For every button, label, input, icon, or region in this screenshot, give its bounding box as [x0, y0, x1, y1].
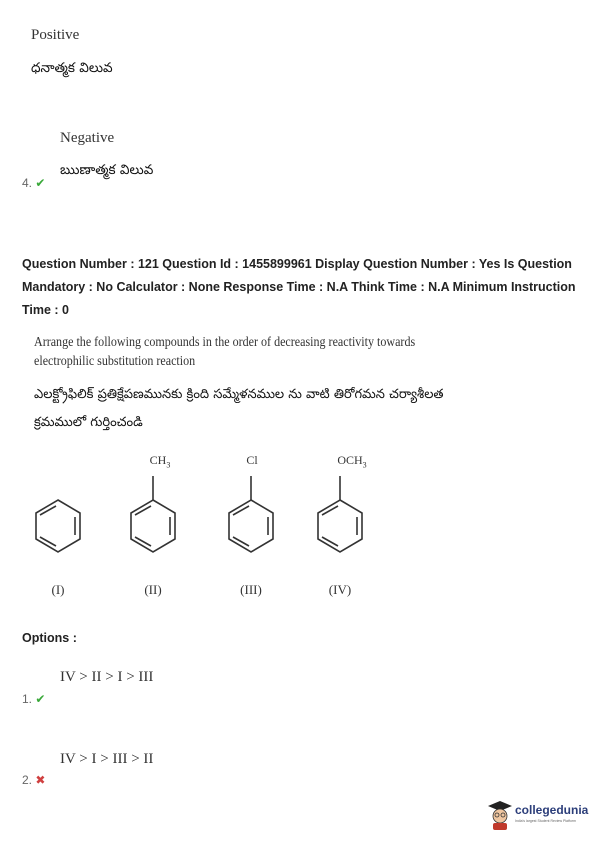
- benzene-ring-1: [36, 500, 80, 552]
- option-3-text-en: Positive: [31, 27, 80, 43]
- brand-name: collegedunia: [515, 803, 589, 817]
- compound-label-1: (I): [51, 582, 65, 597]
- question-text-en: [34, 333, 415, 371]
- check-icon: ✔: [35, 176, 46, 190]
- option-2-text: IV > I > III > II: [60, 751, 154, 767]
- question-text-te: [34, 381, 444, 437]
- question-text-en-line-1: Arrange the following compounds in the order of decreasing reactivity towards: [34, 335, 416, 350]
- option-4-text-te: ఋణాత్మక విలువ: [60, 162, 154, 178]
- compound-label-3: (III): [240, 582, 262, 597]
- question-text-te-line-2: క్రమములో గుర్తించండి: [34, 415, 143, 430]
- compound-structures: [0, 440, 595, 610]
- question-text-te-line-1: ఎలక్ట్రోఫిలిక్ ప్రతిక్షేపణమునకు క్రింది సమ్మేళనముల ను వాటి తిరోగమన చర్యాశీలత: [34, 387, 444, 402]
- option-1-text: IV > II > I > III: [60, 669, 154, 685]
- benzene-ring-2: [131, 476, 175, 552]
- option-3-text-te: ధనాత్మక విలువ: [31, 60, 113, 76]
- question-meta-line-3: Time : 0: [22, 303, 70, 317]
- compound-label-4: (IV): [328, 582, 352, 597]
- compound-label-2: (II): [144, 582, 162, 597]
- substituent-och3: [322, 453, 382, 469]
- option-2-number: 2. ✖: [22, 773, 46, 787]
- student-mascot-icon: [487, 799, 513, 831]
- question-meta-line-1: Question Number : 121 Question Id : 1455899961 Display Question Number : Yes Is Question: [22, 257, 572, 271]
- option-4-text-en: Negative: [60, 130, 115, 146]
- question-meta: [22, 253, 587, 322]
- question-text-en-line-2: electrophilic substitution reaction: [34, 354, 196, 369]
- benzene-structures-svg: [0, 440, 595, 610]
- option-4-number: 4. ✔: [22, 176, 46, 190]
- brand-tagline: India's largest Student Review Platform: [515, 819, 576, 823]
- check-icon: ✔: [35, 692, 46, 706]
- substituent-cl: Cl: [246, 453, 258, 467]
- option-1-number: 1. ✔: [22, 692, 46, 706]
- question-meta-line-2: Mandatory : No Calculator : None Response Time : N.A Think Time : N.A Minimum Instruction: [22, 280, 576, 294]
- benzene-ring-3: [229, 476, 273, 552]
- substituent-och3-text: $OCH_3$: [337, 453, 367, 470]
- substituent-ch3: [130, 453, 190, 469]
- substituent-ch3-text: $CH_3$: [149, 453, 171, 470]
- benzene-ring-4: [318, 476, 362, 552]
- cross-icon: ✖: [35, 773, 46, 787]
- collegedunia-logo: [487, 799, 591, 833]
- options-heading: Options :: [22, 631, 77, 645]
